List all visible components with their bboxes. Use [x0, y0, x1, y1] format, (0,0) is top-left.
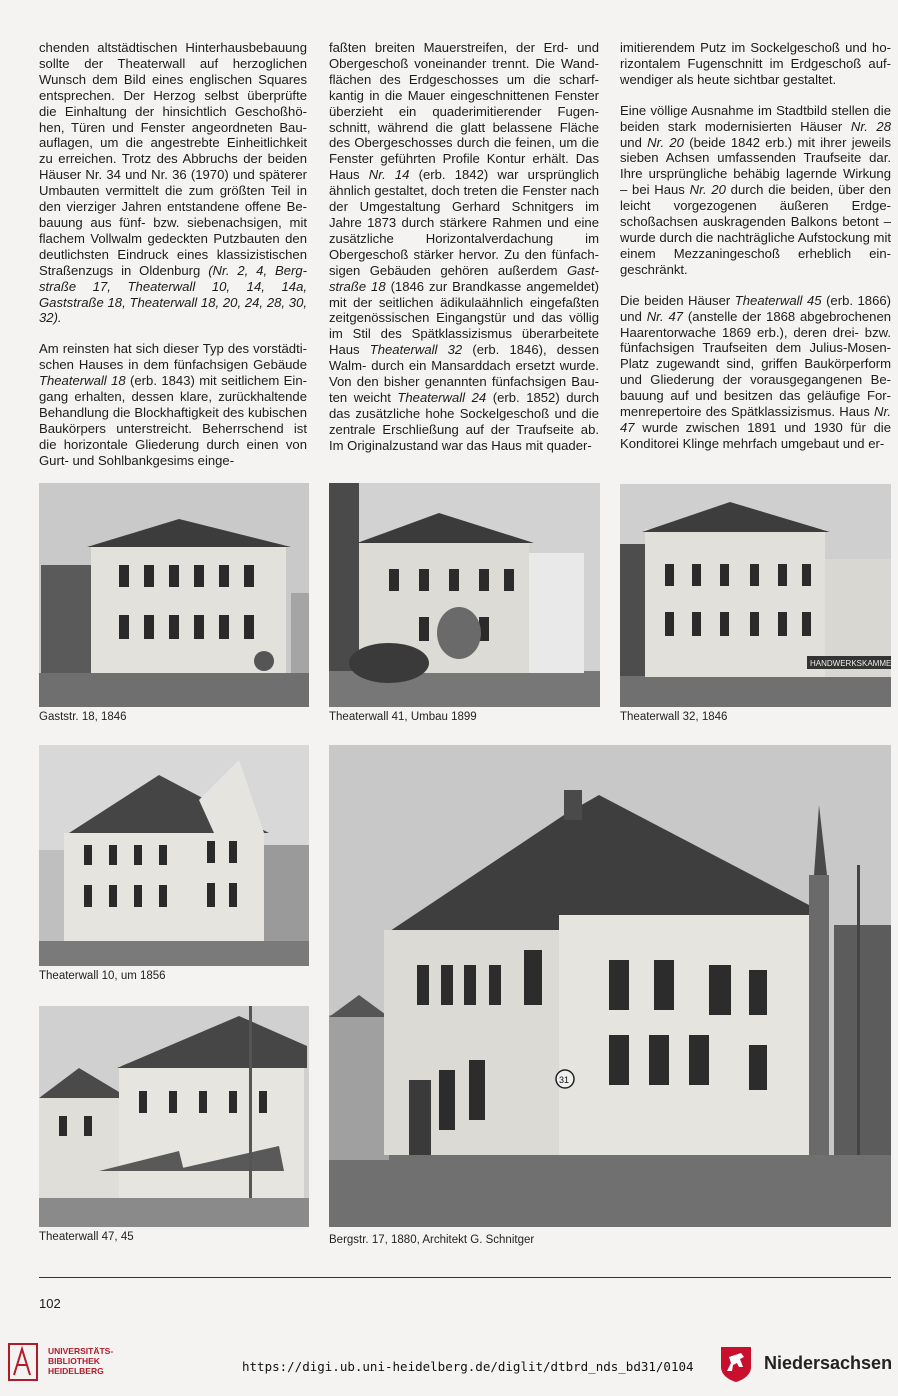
photo-gaststrasse-18 [39, 483, 309, 707]
paragraph: chenden altstädtischen Hinterhausbebauung sollte der Theaterwall auf herzoglichen Wunsch dem Bild eines englischen Squares entsprechen. Der Herzog selbst überprüfte die Einhaltung der hinsichtlich Geschoßhöhen, Türen und Fenster angeordneten Bauauflagen, um die angestrebte Einheitlichkeit zu erreichen. Trotz des Abbruchs der beiden Häuser Nr. 34 und Nr. 36 (1970) und späterer Umbauten vermittelt die zum größten Teil in den vierziger Jahren entstandene offene Bebauung aus fünf- bzw. siebenachsigen, mit flachem Vollwalm gedeckten Putzbauten den deutlichsten Eindruck eines klassizistischen Straßenzugs in Oldenburg (Nr. 2, 4, Bergstraße 17, Theaterwall 10, 14, 14a, Gaststraße 18, Theaterwall 18, 20, 24, 28, 30, 32). [39, 40, 307, 326]
photo-theaterwall-10 [39, 745, 309, 966]
niedersachsen-horse-icon [717, 1345, 755, 1383]
caption-photo-3: Theaterwall 32, 1846 [620, 711, 728, 723]
photo-bergstrasse-17 [329, 745, 891, 1227]
paragraph: Die beiden Häuser Theaterwall 45 (erb. 1866) und Nr. 47 (anstelle der 1868 abgebrochenen Haarentorwache 1869 erb.), deren drei- bzw. fünfachsigen Traufseiten dem Julius-Mosen-Platz zugewandt sind, griffen Baukörperform und Gliederung der vorausgegangenen Bebauung auf und besitzen das geläufige Formenrepertoire des Spätklassizismus. Haus Nr. 47 wurde zwischen 1891 und 1930 für die Konditorei Klinge mehrfach umgebaut und er- [620, 292, 892, 451]
state-name: Niedersachsen [764, 1353, 893, 1373]
photo-theaterwall-32 [620, 484, 891, 707]
caption-photo-6: Bergstr. 17, 1880, Architekt G. Schnitger [329, 1234, 535, 1246]
footer-rule [39, 1277, 891, 1278]
text-column-1 [39, 40, 307, 484]
paragraph: imitierendem Putz im Sockelgeschoß und horizontalem Fugenschnitt im Erdgeschoß aufwendiger als heute sichtbar gestaltet. [620, 40, 891, 87]
paragraph: faßten breiten Mauerstreifen, der Erd- und Obergeschoß voneinander trennt. Die Wandflächen des Erdgeschosses um die scharfkantig in die Mauer eingeschnittenen Fenster überzieht ein quaderimitierender Fugenschnitt, während die glatt belassene Fläche des Obergeschosses durch die feinen, um die Fenster geführten Profile Kontur erhält. Das Haus Nr. 14 (erb. 1842) war ursprünglich ähnlich gestaltet, doch treten die Fenster nach der Umgestaltung Gerhard Schnitgers im Jahre 1873 durch stärkere Rahmen und eine zusätzliche Horizontalverdachung im Obergeschoß stärker hervor. Zu den fünfachsigen Gebäuden gehören außerdem Gaststraße 18 (1846 zur Brandkasse angemeldet) mit der seitlichen ädikulaähnlich eingefaßten zeitgenössischen Eingangstür und das völlig im Stil des Spätklassizismus überarbeitete Haus Theaterwall 32 (erb. 1846), dessen Walm- durch ein Mansarddach ersetzt wurde. Von den bisher genannten fünfachsigen Bauten weicht Theaterwall 24 (erb. 1852) durch das zusätzliche hohe Sockelgeschoß und die zentrale Erschließung auf der Traufseite ab. Im Originalzustand war das Haus mit quader- [329, 40, 600, 453]
source-url[interactable]: https://digi.ub.uni-heidelberg.de/diglit/dtbrd_nds_bd31/0104 [242, 1359, 694, 1374]
university-library-name: UNIVERSITÄTS- BIBLIOTHEK HEIDELBERG [48, 1346, 114, 1376]
text-column-3 [620, 40, 891, 467]
caption-photo-2: Theaterwall 41, Umbau 1899 [329, 711, 477, 723]
photo-theaterwall-41 [329, 483, 600, 707]
photo-theaterwall-47-45 [39, 1006, 309, 1227]
caption-photo-1: Gaststr. 18, 1846 [39, 711, 127, 723]
paragraph: Eine völlige Ausnahme im Stadtbild stellen die beiden stark modernisierten Häuser Nr. 28 und Nr. 20 (beide 1842 erb.) mit ihrer jeweils sieben Achsen umfassenden Traufseite dar. Ihre ursprüngliche behäbig lagernde Wirkung – bei Haus Nr. 20 durch die beiden, über den leicht vorgezogenen äußeren Erdgeschoßachsen auskragenden Balkons betont – wurde durch die nachträgliche Aufstockung mit einem Mezzaningeschoß erheblich eingeschränkt. [620, 102, 891, 277]
text-column-2 [329, 40, 599, 469]
sign-number: 31 [559, 1075, 570, 1085]
university-library-logo-icon [8, 1343, 38, 1381]
page-number: 102 [39, 1296, 61, 1311]
paragraph: Am reinsten hat sich dieser Typ des vorstädtischen Hauses in dem fünfachsigen Gebäude Theaterwall 18 (erb. 1843) mit seitlichem Eingang erhalten, dessen klare, zurückhaltende Behandlung die Blockhaftigkeit des kubischen Baukörpers unterstreicht. Beherrschend ist die horizontale Gliederung durch einen von Gurt- und Sohlbankgesims einge- [39, 341, 307, 468]
digitization-footer [0, 1333, 898, 1396]
caption-photo-5: Theaterwall 47, 45 [39, 1231, 134, 1243]
sign-handwerkskammer: HANDWERKSKAMME [810, 659, 891, 668]
caption-photo-4: Theaterwall 10, um 1856 [39, 970, 166, 982]
